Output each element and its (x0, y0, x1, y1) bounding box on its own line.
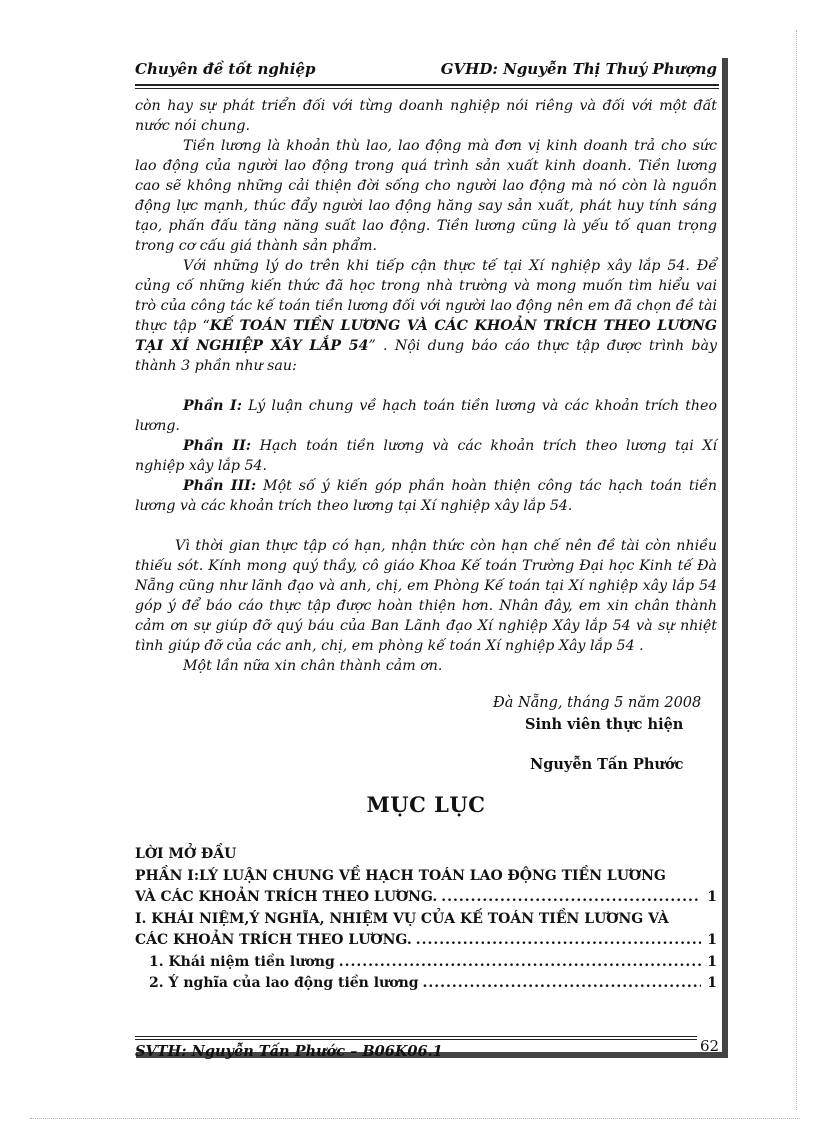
toc-part-1-line-2[interactable] (135, 887, 717, 909)
toc-leader (423, 973, 701, 995)
toc-part-1-page: 1 (707, 889, 717, 905)
toc-leader (339, 952, 701, 974)
toc-item-2-text: 2. Ý nghĩa của lao động tiền lương (149, 975, 419, 991)
table-of-contents (135, 844, 717, 995)
toc-part-1-text: VÀ CÁC KHOẢN TRÍCH THEO LƯƠNG. (135, 889, 438, 905)
toc-section-1-line-2[interactable] (135, 930, 717, 952)
page-header (135, 60, 717, 82)
page-bottom-dotted (30, 1118, 800, 1119)
page-frame-shadow-right (722, 58, 728, 1058)
toc-item-1[interactable] (135, 952, 717, 974)
toc-item-2-page: 1 (707, 975, 717, 991)
toc-section-1-page: 1 (707, 932, 717, 948)
header-rule (135, 84, 719, 86)
paragraph-5: Một lần nữa xin chân thành cảm ơn. (183, 658, 443, 674)
toc-item-1-text: 1. Khái niệm tiền lương (149, 953, 335, 970)
header-left: Chuyên đề tốt nghiệp (135, 60, 316, 78)
part-1-item (135, 396, 717, 436)
part-2-text: Hạch toán tiền lương và các khoản trích theo lương tại Xí nghiệp xây lắp 54. (135, 438, 717, 474)
toc-part-1-line-1: PHẦN I:LÝ LUẬN CHUNG VỀ HẠCH TOÁN LAO ĐỘNG TIỀN LƯƠNG (135, 867, 666, 884)
header-right: GVHD: Nguyễn Thị Thuý Phượng (440, 60, 717, 78)
part-2-label: Phần II: (183, 438, 252, 454)
page-edge-dotted (796, 30, 797, 1110)
toc-intro: LỜI MỞ ĐẦU (135, 846, 237, 862)
paragraph-3 (135, 256, 717, 376)
footer-rule-thin (135, 1039, 697, 1040)
paragraph-4: Vì thời gian thực tập có hạn, nhận thức còn hạn chế nên đề tài còn nhiều thiếu sót. Kính mong quý thầy, cô giáo Khoa Kế toán Trường Đại học Kinh tế Đà Nẵng cũng như lãnh đạo và anh, chị, em Phòng Kế toán tại Xí nghiệp xây lắp 54 góp ý để báo cáo thực tập được hoàn thiện hơn. Nhân đây, em xin chân thành cảm ơn sự giúp đỡ quý báu của Ban Lãnh đạo Xí nghiệp Xây lắp 54 và sự nhiệt tình giúp đỡ của các anh, chị, em phòng kế toán Xí nghiệp Xây lắp 54 . (135, 538, 717, 654)
signature-role: Sinh viên thực hiện (525, 716, 684, 733)
part-3-item (135, 476, 717, 516)
part-1-text: Lý luận chung về hạch toán tiền lương và các khoản trích theo lương. (135, 398, 717, 434)
paragraph-1: còn hay sự phát triển đối với từng doanh nghiệp nói riêng và đối với một đất nước nói chung. (135, 98, 717, 134)
signature-name: Nguyễn Tấn Phước (530, 756, 684, 773)
footer-rule (135, 1036, 697, 1037)
footer-author: SVTH: Nguyễn Tấn Phước – B06K06.1 (135, 1043, 443, 1060)
thesis-topic: KẾ TOÁN TIỀN LƯƠNG VÀ CÁC KHOẢN TRÍCH THEO LƯƠNG TẠI XÍ NGHIỆP XÂY LẮP 54 (135, 318, 717, 354)
part-1-label: Phần I: (183, 398, 242, 414)
toc-item-2[interactable] (135, 973, 717, 995)
part-3-label: Phần III: (183, 478, 257, 494)
toc-section-1-line-1: I. KHÁI NIỆM,Ý NGHĨA, NHIỆM VỤ CỦA KẾ TOÁN TIỀN LƯƠNG VÀ (135, 910, 669, 927)
part-3-text: Một số ý kiến góp phần hoàn thiện công tác hạch toán tiền lương và các khoản trích theo lương tại Xí nghiệp xây lắp 54. (135, 478, 718, 514)
body-text (135, 96, 717, 676)
header-rule-thin (135, 88, 719, 89)
paragraph-3-intro: Với những lý do trên khi tiếp cận thực tế tại Xí nghiệp xây lắp 54. Để củng cố những kiến thức đã học trong nhà trường và mong muốn tìm hiểu vai trò của công tác kế toán tiền lương đối với người lao động nên em đã chọn đề tài thực tập “ (135, 258, 717, 334)
signature-date: Đà Nẵng, tháng 5 năm 2008 (493, 695, 702, 711)
page-number: 62 (700, 1037, 720, 1055)
part-2-item (135, 436, 717, 476)
paragraph-3-outro: ” . Nội dung báo cáo thực tập được trình bày thành 3 phần như sau: (135, 338, 717, 374)
toc-section-1-text: CÁC KHOẢN TRÍCH THEO LƯƠNG. (135, 932, 412, 948)
toc-leader (441, 887, 701, 909)
toc-leader (416, 930, 701, 952)
toc-title: MỤC LỤC (366, 792, 486, 817)
toc-item-1-page: 1 (707, 953, 717, 970)
paragraph-2: Tiền lương là khoản thù lao, lao động mà đơn vị kinh doanh trả cho sức lao động của người lao động trong quá trình sản xuất kinh doanh. Tiền lương cao sẽ không những cải thiện đời sống cho người lao động mà nó còn là nguồn động lực mạnh, thúc đẩy người lao động hăng say sản xuất, phát huy tính sáng tạo, phấn đấu tăng năng suất lao động. Tiền lương cũng là yếu tố quan trọng trong cơ cấu giá thành sản phẩm. (135, 138, 717, 254)
